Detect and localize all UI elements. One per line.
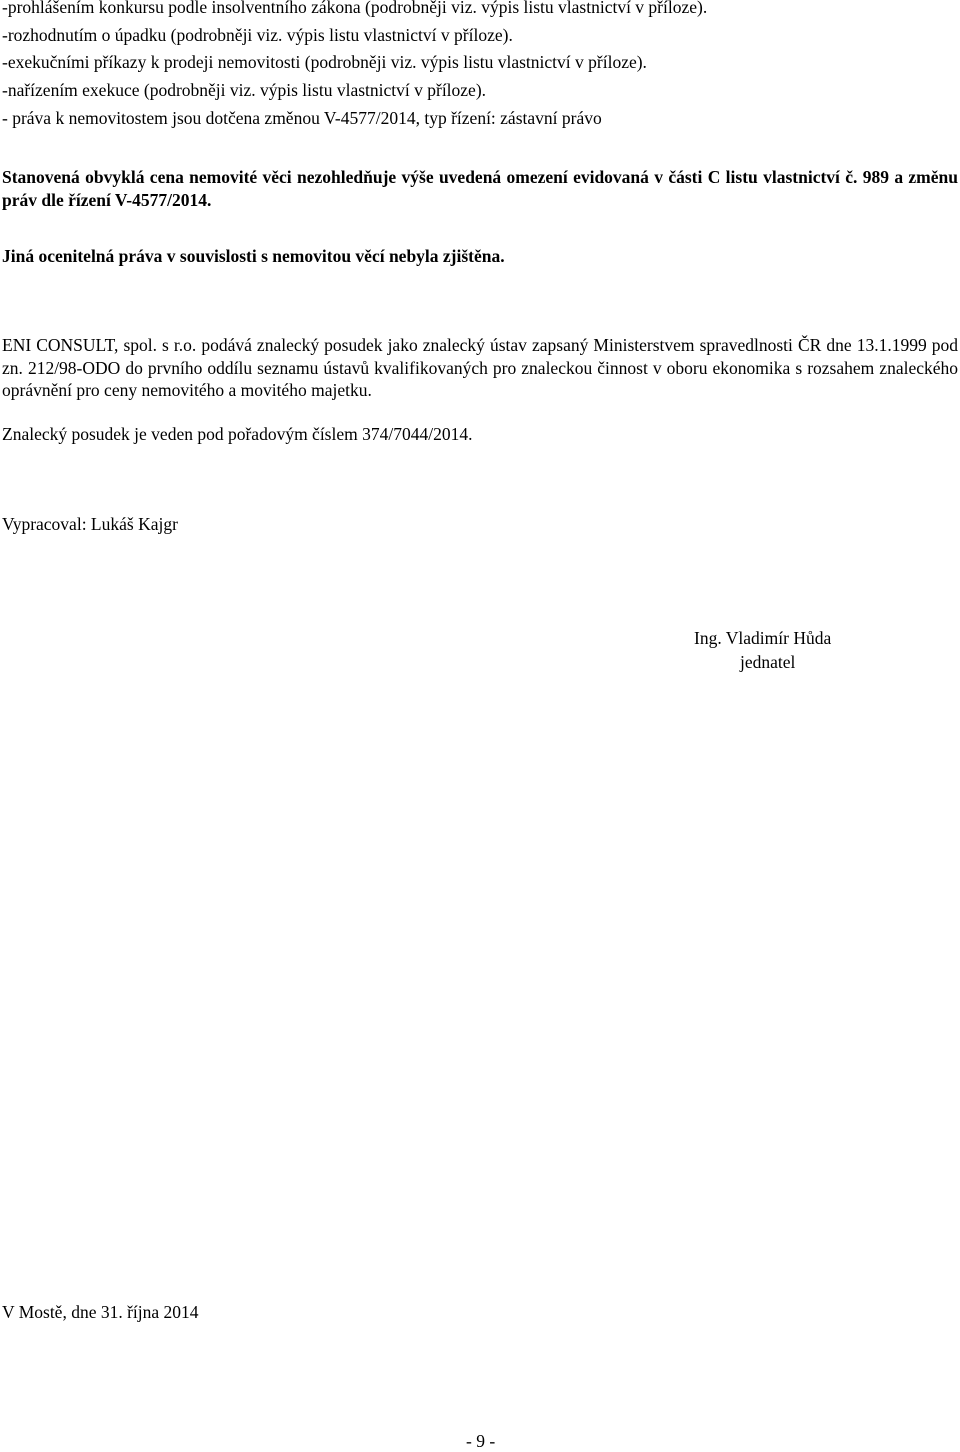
register-note: Znalecký posudek je veden pod pořadovým číslem 374/7044/2014. xyxy=(2,424,473,444)
encumbrance-item: - práva k nemovitostem jsou dotčena změnou V-4577/2014, typ řízení: zástavní právo xyxy=(2,108,602,128)
signatory-name: Ing. Vladimír Hůda xyxy=(694,628,832,648)
prepared-by: Vypracoval: Lukáš Kajgr xyxy=(2,514,178,534)
institute-statement: ENI CONSULT, spol. s r.o. podává znalecký posudek jako znalecký ústav zapsaný Ministerstvem spravedlnosti ČR dne 13.1.1999 pod zn. 212/98-ODO do prvního oddílu seznamu ústavů kvalifikovaných pro znaleckou činnost v oboru ekonomika s rozsahem znaleckého oprávnění pro ceny nemovitého a movitého majetku. xyxy=(2,335,958,400)
signatory-role: jednatel xyxy=(740,652,796,672)
encumbrance-item: -exekučními příkazy k prodeji nemovitosti (podrobněji viz. výpis listu vlastnictví v příloze). xyxy=(2,52,647,72)
encumbrance-item: -rozhodnutím o úpadku (podrobněji viz. výpis listu vlastnictví v příloze). xyxy=(2,25,513,45)
other-rights-note: Jiná ocenitelná práva v souvislosti s nemovitou věcí nebyla zjištěna. xyxy=(2,246,505,266)
encumbrance-item: -prohlášením konkursu podle insolventního zákona (podrobněji viz. výpis listu vlastnictví v příloze). xyxy=(2,0,708,17)
page-number: - 9 - xyxy=(466,1431,496,1451)
place-date: V Mostě, dne 31. října 2014 xyxy=(2,1302,199,1322)
encumbrance-item: -nařízením exekuce (podrobněji viz. výpis listu vlastnictví v příloze). xyxy=(2,80,487,100)
price-note: Stanovená obvyklá cena nemovité věci nezohledňuje výše uvedená omezení evidovaná v části C listu vlastnictví č. 989 a změnu práv dle řízení V-4577/2014. xyxy=(2,167,958,210)
